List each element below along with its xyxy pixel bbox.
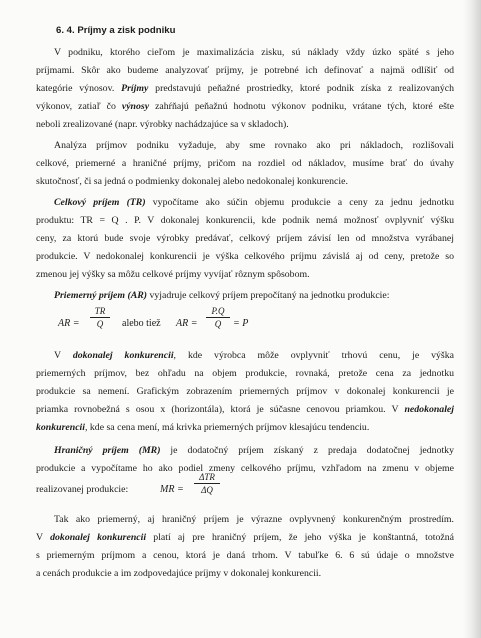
term-dokonalej-konkurencii: dokonalej konkurencii xyxy=(72,350,174,361)
scan-edge-shadow xyxy=(463,0,481,638)
fraction-bar xyxy=(206,317,230,318)
p1-line-5: neboli zrealizované (napr. výrobky nachádzajúce sa v skladoch). xyxy=(36,119,289,130)
p3-line-3: ceny, za ktorú bude svoje výrobky predávať, celkový príjem závisí len od množstva vyrábanej xyxy=(36,233,454,244)
p5-line-5 xyxy=(36,422,454,434)
section-heading: 6. 4. Príjmy a zisk podniku xyxy=(56,25,176,36)
formula-ar-2-lhs: AR = xyxy=(176,318,198,329)
p1-line-3 xyxy=(36,83,454,95)
fraction-denominator: Q xyxy=(214,319,222,329)
text-span: je dodatočný príjem získaný z predaja dodatočnej jednotky xyxy=(160,445,454,456)
text-span: zahŕňajú peňažnú hodnotu výkonov podniku, vrátane tých, ktoré ešte xyxy=(149,101,455,112)
text-span: V xyxy=(36,532,51,543)
p7-line-3: s priemerným príjmom a cenou, ktorá je daná trhom. V tabuľke 6. 6 sú údaje o množstve xyxy=(36,550,454,561)
p7-line-1: Tak ako priemerný, aj hraničný príjem je výrazne ovplyvnený konkurenčným prostredím. xyxy=(54,514,454,525)
text-span: kategórie výnosov. xyxy=(36,83,122,94)
p5-line-4 xyxy=(36,404,454,416)
p7-line-2 xyxy=(36,532,454,544)
term-dokonalej-konkurencii: dokonalej konkurencii xyxy=(50,532,147,543)
fraction-numerator: ΔTR xyxy=(199,472,215,482)
p6-line-3: realizovanej produkcie: xyxy=(36,484,129,495)
p3-line-4: produkcie. V nedokonalej konkurencii je výška celkového príjmu závislá aj od ceny, pretože so xyxy=(36,251,454,262)
p5-line-3: produkcie sa nemení. Grafickým zobrazením priemerných príjmov v dokonalej konkurencii je xyxy=(36,386,454,397)
p6-line-1 xyxy=(54,445,454,457)
p3-line-2: produktu: TR = Q . P. V dokonalej konkurencii, kde podnik nemá možnosť ovplyvniť výšku xyxy=(36,215,454,226)
text-span: , kde výrobca môže ovplyvniť trhovú cenu, je výška xyxy=(173,350,454,361)
term-celkovy-prijem: Celkový príjem (TR) xyxy=(54,197,146,208)
text-span: , kde sa cena mení, má krivka priemerných príjmov klesajúcu tendenciu. xyxy=(85,422,370,433)
p3-line-1 xyxy=(54,197,454,209)
p7-line-4: a cenách produkcie a im zodpovedajúce príjmy v dokonalej konkurencii. xyxy=(36,568,322,579)
p2-line-1: Analýza príjmov podniku vyžaduje, aby sme rovnako ako pri nákladoch, rozlišovali xyxy=(54,140,454,151)
fraction-bar xyxy=(90,317,110,318)
formula-ar-2-fraction xyxy=(206,306,230,329)
term-priemerny-prijem: Priemerný príjem (AR) xyxy=(54,290,148,301)
formula-mr-fraction xyxy=(194,472,220,495)
fraction-bar xyxy=(194,483,220,484)
text-span: predstavujú peňažné prostriedky, ktoré podnik získa z realizovaných xyxy=(148,83,454,94)
text-span: priamka rovnobežná s osou x (horizontála), ktorá je súčasne cenovou priamkou. V xyxy=(36,404,405,415)
text-span: platí aj pre hraničný príjem, že jeho výška je konštantná, totožná xyxy=(146,532,454,543)
text-span: vyjadruje celkový príjem prepočítaný na jednotku produkcie: xyxy=(147,290,390,301)
p2-line-3: skutočnosť, či sa jedná o podmienky dokonalej alebo nedokonalej konkurencie. xyxy=(36,176,348,187)
p2-line-2: celkové, priemerné a hraničné príjmy, pričom na rozdiel od nákladov, musíme brať do úvahy xyxy=(36,158,454,169)
fraction-denominator: Q xyxy=(96,319,104,329)
fraction-denominator: ΔQ xyxy=(201,485,213,495)
text-span: výkonov, zatiaľ čo xyxy=(36,101,122,112)
p5-line-1 xyxy=(54,350,454,362)
term-prijmy: Príjmy xyxy=(121,83,149,94)
fraction-numerator: P.Q xyxy=(211,306,225,316)
term-hranicny-prijem: Hraničný príjem (MR) xyxy=(54,445,161,456)
p3-line-5: zmenou jej výšky sa môžu celkové príjmy vyvíjať rôznym spôsobom. xyxy=(36,269,310,280)
formula-mr-lhs: MR = xyxy=(160,484,184,495)
formula-ar-1-lhs: AR = xyxy=(58,318,80,329)
p1-line-4 xyxy=(36,101,454,113)
formula-ar-2-rhs: = P xyxy=(233,318,249,329)
p5-line-2: priemerných príjmov, bez ohľadu na objem produkcie, rovnaká, pretože cena za jednotku xyxy=(36,368,454,379)
p1-line-2: príjmami. Skôr ako budeme analyzovať príjmy, je potrebné ich definovať a najmä odlíšiť od xyxy=(36,65,454,76)
p1-line-1: V podniku, ktorého cieľom je maximalizácia zisku, sú náklady vždy úzko späté s jeho xyxy=(54,47,454,58)
formula-connector: alebo tiež xyxy=(122,318,161,329)
term-nedokonalej: nedokonalej xyxy=(404,404,454,415)
term-vynosy: výnosy xyxy=(121,101,150,112)
fraction-numerator: TR xyxy=(94,306,106,316)
p6-line-2: produkcie a vypočítame ho ako podiel zmeny celkového príjmu, vzhľadom na zmenu v objeme xyxy=(36,463,454,474)
text-span: vypočítame ako súčin objemu produkcie a ceny za jednu jednotku xyxy=(145,197,454,208)
p4-line-1 xyxy=(54,290,454,302)
term-konkurencii: konkurencii xyxy=(36,422,85,433)
formula-ar-1-fraction xyxy=(90,306,110,329)
text-span: V xyxy=(54,350,73,361)
